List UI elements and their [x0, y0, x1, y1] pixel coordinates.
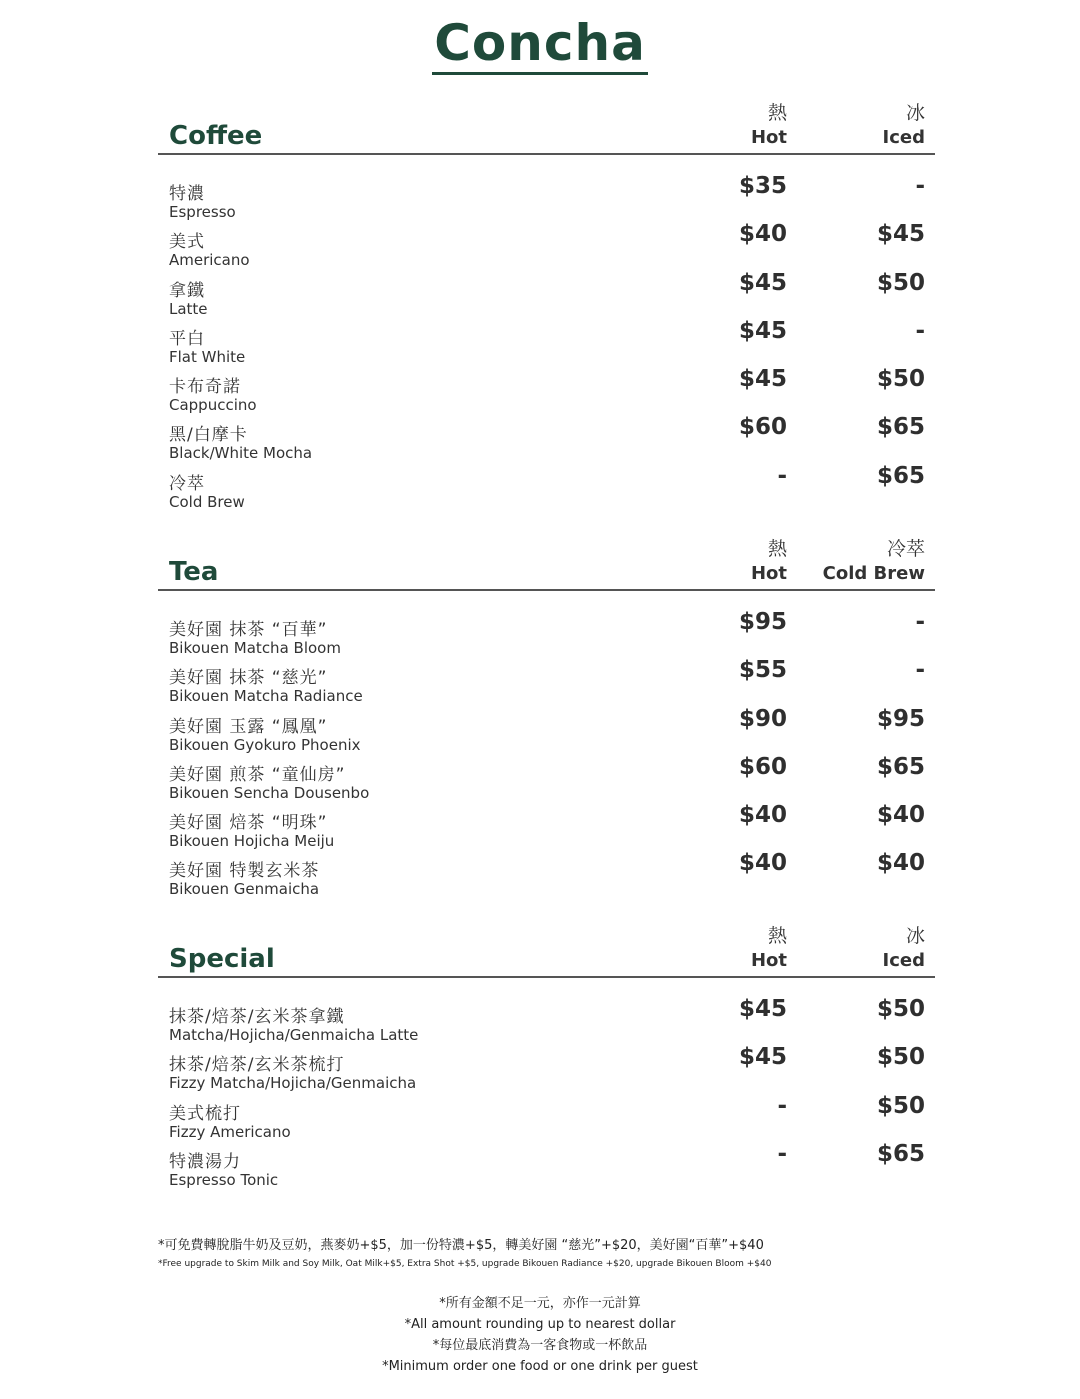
item-price-1: $35 [738, 173, 787, 199]
item-name-zh: 美好園 抹茶 “慈光” [169, 668, 328, 689]
menu-item [158, 607, 935, 655]
menu-item [158, 704, 935, 752]
menu-title-text: Concha [432, 14, 648, 75]
menu-item [158, 848, 935, 899]
item-name-en: Bikouen Gyokuro Phoenix [169, 735, 361, 754]
column-header-zh: 熱 [767, 102, 787, 124]
section-header [158, 918, 935, 976]
item-price-2: $40 [876, 850, 925, 877]
item-name-en: Bikouen Genmaicha [169, 880, 320, 899]
item-price-2: $95 [876, 705, 925, 732]
menu-item [158, 461, 935, 509]
menu-section [158, 531, 935, 897]
footer-line: *所有金額不足一元，亦作一元計算 [439, 1296, 641, 1311]
item-price-1: $45 [738, 1044, 787, 1071]
item-price-1: $60 [738, 414, 787, 441]
item-price-2: - [915, 657, 925, 684]
item-name-zh: 卡布奇諾 [169, 377, 241, 398]
menu-item [158, 752, 935, 800]
item-name-zh: 平白 [169, 328, 205, 349]
item-name-en: Bikouen Sencha Dousenbo [169, 783, 370, 802]
item-name-zh: 拿鐵 [169, 280, 205, 301]
column-header-en: Hot [750, 563, 787, 584]
column-header-1 [751, 536, 787, 586]
column-header-2 [823, 536, 925, 586]
menu-items [158, 171, 935, 509]
item-name-zh: 抹茶/焙茶/玄米茶梳打 [169, 1055, 345, 1076]
column-header-1 [751, 923, 787, 973]
item-name-en: Flat White [169, 347, 246, 366]
menu-items [158, 607, 935, 897]
menu-item [158, 219, 935, 270]
menu-item [158, 412, 935, 463]
upgrade-note-en: *Free upgrade to Skim Milk and Soy Milk, Oat Milk+$5, Extra Shot +$5, upgrade Bikouen Radiance +$20, upgrade Bikouen Bloom +$40 [158, 1259, 772, 1269]
item-name-en: Bikouen Matcha Bloom [169, 639, 341, 657]
footer-line: *Minimum order one food or one drink per guest [382, 1359, 698, 1374]
column-header-zh: 熱 [767, 925, 787, 947]
item-price-2: $50 [876, 366, 925, 393]
menu-item [158, 1042, 935, 1093]
item-price-2: $50 [876, 996, 925, 1022]
item-price-1: $90 [738, 705, 787, 732]
item-price-2: $65 [876, 753, 925, 780]
item-name-en: Cappuccino [169, 396, 257, 415]
item-name-zh: 美好園 特製玄米茶 [169, 861, 320, 882]
section-divider [158, 589, 935, 591]
item-name-zh: 美好園 煎茶 “童仙房” [169, 764, 346, 785]
item-price-1: $45 [738, 366, 787, 393]
item-price-1: $45 [738, 996, 787, 1022]
item-name-zh: 黑/白摩卡 [169, 425, 248, 446]
column-header-zh: 冰 [905, 925, 925, 947]
footer-line: *每位最底消費為一客食物或一杯飲品 [432, 1338, 648, 1353]
section-title: Tea [169, 557, 219, 587]
item-price-2: $50 [876, 1044, 925, 1071]
column-header-zh: 冷萃 [886, 538, 925, 560]
item-name-en: Bikouen Hojicha Meiju [169, 832, 335, 851]
item-name-en: Fizzy Americano [169, 1122, 291, 1141]
menu-section [158, 95, 935, 509]
item-price-2: $45 [876, 221, 925, 248]
item-name-en: Fizzy Matcha/Hojicha/Genmaicha [169, 1074, 417, 1093]
item-price-2: - [915, 317, 925, 344]
item-price-1: - [777, 1092, 787, 1119]
item-price-1: - [777, 462, 787, 489]
column-header-en: Iced [882, 950, 925, 971]
column-header-2 [883, 923, 925, 973]
item-name-zh: 特濃湯力 [169, 1151, 241, 1172]
footer-notes [0, 1293, 1080, 1377]
item-price-2: - [915, 173, 925, 199]
column-header-zh: 冰 [905, 102, 925, 124]
item-name-en: Black/White Mocha [169, 444, 313, 463]
item-name-en: Latte [169, 299, 208, 318]
item-price-1: $45 [738, 317, 787, 344]
item-name-zh: 美好園 玉露 “鳳凰” [169, 716, 328, 737]
item-price-2: - [915, 609, 925, 635]
item-price-2: $40 [876, 802, 925, 829]
item-price-1: $45 [738, 269, 787, 296]
upgrade-notes [158, 1234, 938, 1269]
column-header-en: Hot [750, 127, 787, 148]
item-price-2: $65 [876, 414, 925, 441]
item-price-1: $40 [738, 850, 787, 877]
item-price-1: $95 [738, 609, 787, 635]
menu-item [158, 364, 935, 415]
item-price-1: $40 [738, 221, 787, 248]
column-header-1 [751, 100, 787, 150]
menu-items [158, 994, 935, 1187]
menu-item [158, 316, 935, 364]
menu-item [158, 1139, 935, 1187]
section-header [158, 95, 935, 153]
section-title: Special [169, 944, 275, 974]
item-price-2: $50 [876, 269, 925, 296]
menu-item [158, 1091, 935, 1139]
column-header-zh: 熱 [767, 538, 787, 560]
item-price-1: $55 [738, 657, 787, 684]
item-name-en: Espresso Tonic [169, 1170, 279, 1189]
item-price-2: $65 [876, 462, 925, 489]
column-header-en: Hot [750, 950, 787, 971]
item-name-en: Americano [169, 251, 250, 270]
menu-item [158, 655, 935, 706]
item-name-zh: 美好園 抹茶 “百華” [169, 620, 328, 640]
menu-item [158, 268, 935, 316]
item-name-zh: 美好園 焙茶 “明珠” [169, 813, 328, 834]
section-title: Coffee [169, 121, 263, 151]
item-name-zh: 美式 [169, 232, 205, 253]
item-name-zh: 抹茶/焙茶/玄米茶拿鐵 [169, 1007, 345, 1027]
menu-item [158, 171, 935, 219]
item-name-zh: 特濃 [169, 184, 205, 204]
column-header-2 [883, 100, 925, 150]
section-divider [158, 153, 935, 155]
item-price-1: - [777, 1140, 787, 1167]
menu-title [0, 14, 1080, 72]
item-name-zh: 美式梳打 [169, 1103, 241, 1124]
section-header [158, 531, 935, 589]
section-divider [158, 976, 935, 978]
item-name-en: Matcha/Hojicha/Genmaicha Latte [169, 1026, 419, 1044]
item-price-2: $50 [876, 1092, 925, 1119]
item-name-en: Espresso [169, 203, 236, 221]
menu-section [158, 918, 935, 1187]
upgrade-note-zh: *可免費轉脫脂牛奶及豆奶，燕麥奶+$5，加一份特濃+$5，轉美好園 “慈光”+$20，美好園“百華”+$40 [158, 1238, 764, 1253]
menu-item [158, 994, 935, 1042]
item-price-1: $60 [738, 753, 787, 780]
item-price-1: $40 [738, 802, 787, 829]
column-header-en: Iced [882, 127, 925, 148]
item-name-zh: 冷萃 [169, 473, 205, 494]
item-name-en: Cold Brew [169, 492, 245, 511]
item-name-en: Bikouen Matcha Radiance [169, 687, 363, 706]
menu-item [158, 800, 935, 851]
footer-line: *All amount rounding up to nearest dollar [404, 1317, 676, 1332]
column-header-en: Cold Brew [822, 563, 925, 584]
item-price-2: $65 [876, 1140, 925, 1167]
